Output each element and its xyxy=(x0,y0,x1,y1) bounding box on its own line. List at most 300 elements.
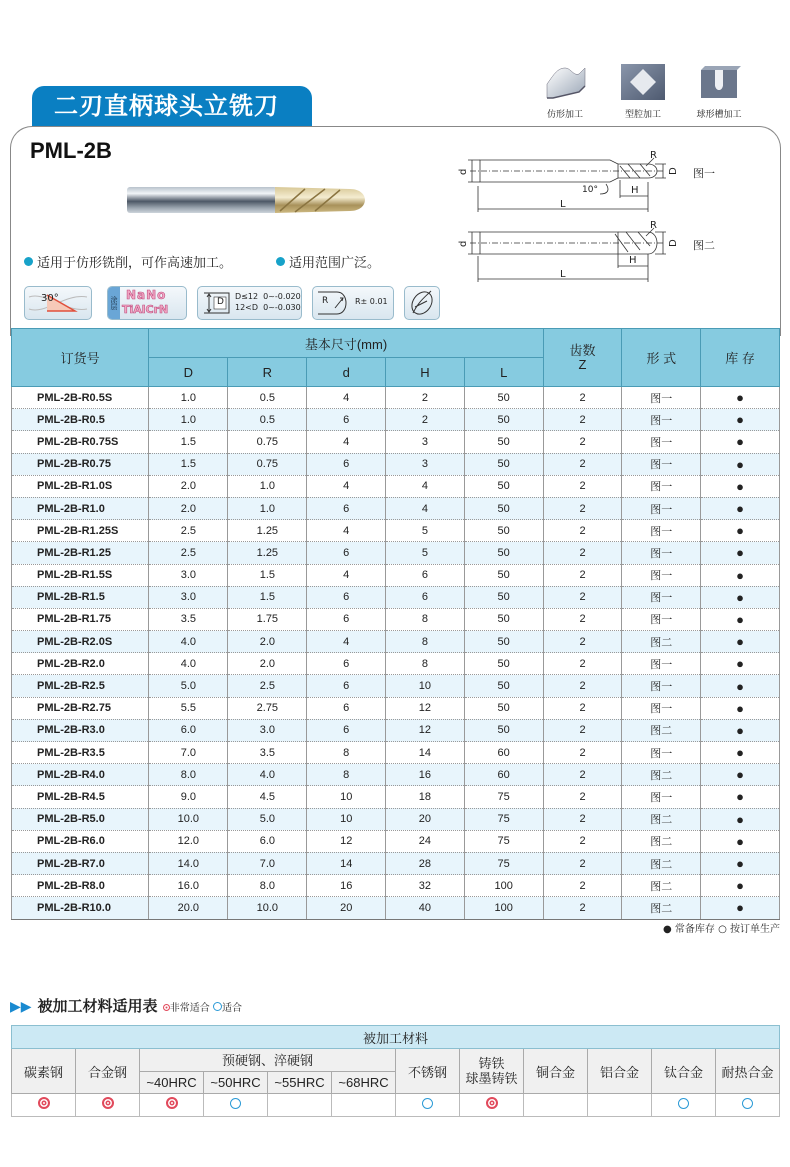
cavity-machining-icon xyxy=(621,64,665,100)
cell-stock: ● xyxy=(701,453,780,475)
cell-stock: ● xyxy=(701,608,780,630)
cell-d: 16 xyxy=(307,875,386,897)
dim-R-2: R xyxy=(650,220,657,231)
cell-flutes: 2 xyxy=(543,742,622,764)
table-row xyxy=(12,409,780,431)
cell-stock: ● xyxy=(701,852,780,874)
cell-flutes: 2 xyxy=(543,697,622,719)
cell-order-no: PML-2B-R5.0 xyxy=(12,808,149,830)
cell-stock: ● xyxy=(701,719,780,741)
table-row xyxy=(12,631,780,653)
cell-form: 图二 xyxy=(622,808,701,830)
cell-order-no: PML-2B-R1.5S xyxy=(12,564,149,586)
cell-d: 6 xyxy=(307,497,386,519)
cell-R: 0.75 xyxy=(228,431,307,453)
cell-flutes: 2 xyxy=(543,897,622,919)
cell-D: 3.0 xyxy=(149,586,228,608)
cell-flutes: 2 xyxy=(543,564,622,586)
cell-H: 4 xyxy=(386,497,465,519)
cell-D: 12.0 xyxy=(149,830,228,852)
cell-flutes: 2 xyxy=(543,764,622,786)
dim-d-2: d xyxy=(458,240,469,247)
cell-stock: ● xyxy=(701,564,780,586)
cell-form: 图一 xyxy=(622,475,701,497)
cell-H: 2 xyxy=(386,409,465,431)
cell-form: 图一 xyxy=(622,387,701,409)
material-col: 耐热合金 xyxy=(716,1049,780,1094)
cell-L: 75 xyxy=(464,786,543,808)
cell-order-no: PML-2B-R3.5 xyxy=(12,742,149,764)
cell-L: 50 xyxy=(464,697,543,719)
cell-D: 7.0 xyxy=(149,742,228,764)
header-order-no: 订货号 xyxy=(12,329,149,387)
cell-D: 3.5 xyxy=(149,608,228,630)
cell-L: 50 xyxy=(464,409,543,431)
cell-order-no: PML-2B-R3.0 xyxy=(12,719,149,741)
cell-order-no: PML-2B-R4.5 xyxy=(12,786,149,808)
cell-form: 图一 xyxy=(622,786,701,808)
cell-stock: ● xyxy=(701,808,780,830)
stock-legend: ● 常备库存 ○ 按订单生产 xyxy=(663,924,780,935)
table-row xyxy=(12,453,780,475)
cell-D: 8.0 xyxy=(149,764,228,786)
cell-stock: ● xyxy=(701,897,780,919)
cell-order-no: PML-2B-R0.75 xyxy=(12,453,149,475)
table-row xyxy=(12,497,780,519)
cell-d: 4 xyxy=(307,475,386,497)
feature-2: 适用范围广泛。 xyxy=(276,252,380,271)
cell-D: 20.0 xyxy=(149,897,228,919)
cell-flutes: 2 xyxy=(543,830,622,852)
cell-stock: ● xyxy=(701,875,780,897)
suitable-icon xyxy=(742,1098,753,1109)
material-col: 铜合金 xyxy=(524,1049,588,1094)
cell-form: 图一 xyxy=(622,697,701,719)
cell-d: 4 xyxy=(307,631,386,653)
dim-D-1: D xyxy=(668,167,679,175)
cell-form: 图一 xyxy=(622,431,701,453)
cell-R: 3.5 xyxy=(228,742,307,764)
cell-D: 2.0 xyxy=(149,497,228,519)
cell-flutes: 2 xyxy=(543,852,622,874)
suitability-cell xyxy=(396,1094,460,1117)
coating-badge: 涂层 NaNo TiAlCrN xyxy=(107,286,187,320)
cell-flutes: 2 xyxy=(543,675,622,697)
cell-D: 5.0 xyxy=(149,675,228,697)
cell-R: 10.0 xyxy=(228,897,307,919)
cell-flutes: 2 xyxy=(543,586,622,608)
suitability-cell xyxy=(588,1094,652,1117)
cell-H: 4 xyxy=(386,475,465,497)
suitability-cell xyxy=(140,1094,204,1117)
cell-R: 2.0 xyxy=(228,631,307,653)
cell-H: 24 xyxy=(386,830,465,852)
cell-form: 图一 xyxy=(622,453,701,475)
suitability-cell xyxy=(460,1094,524,1117)
dim-L-1: L xyxy=(560,199,566,210)
cell-form: 图一 xyxy=(622,586,701,608)
application-profile xyxy=(530,64,600,120)
cell-order-no: PML-2B-R2.75 xyxy=(12,697,149,719)
table-row xyxy=(12,808,780,830)
table-row xyxy=(12,564,780,586)
cell-L: 50 xyxy=(464,453,543,475)
cell-H: 3 xyxy=(386,431,465,453)
header-flutes: 齿数 Z xyxy=(543,329,622,387)
cell-L: 60 xyxy=(464,764,543,786)
cell-flutes: 2 xyxy=(543,453,622,475)
material-col-cast-iron: 铸铁 球墨铸铁 xyxy=(460,1049,524,1094)
cell-order-no: PML-2B-R10.0 xyxy=(12,897,149,919)
cell-flutes: 2 xyxy=(543,520,622,542)
cell-form: 图一 xyxy=(622,675,701,697)
dim-R-1: R xyxy=(650,150,657,161)
cell-order-no: PML-2B-R1.5 xyxy=(12,586,149,608)
table-row xyxy=(12,742,780,764)
application-ball-groove xyxy=(684,64,754,120)
cell-d: 12 xyxy=(307,830,386,852)
suitability-cell xyxy=(76,1094,140,1117)
table-row xyxy=(12,431,780,453)
cell-D: 1.5 xyxy=(149,431,228,453)
application-label: 仿形加工 xyxy=(546,110,583,120)
table-row xyxy=(12,719,780,741)
very-suitable-icon xyxy=(486,1097,498,1109)
cell-R: 2.75 xyxy=(228,697,307,719)
cell-form: 图一 xyxy=(622,653,701,675)
cell-d: 6 xyxy=(307,542,386,564)
cell-L: 50 xyxy=(464,675,543,697)
cell-stock: ● xyxy=(701,764,780,786)
cell-H: 6 xyxy=(386,586,465,608)
dim-d-1: d xyxy=(458,168,469,175)
cell-stock: ● xyxy=(701,542,780,564)
suitable-icon xyxy=(213,1002,222,1011)
cell-D: 1.0 xyxy=(149,409,228,431)
table-row xyxy=(12,653,780,675)
suitability-cell xyxy=(716,1094,780,1117)
cell-D: 4.0 xyxy=(149,653,228,675)
cell-stock: ● xyxy=(701,631,780,653)
cell-d: 20 xyxy=(307,897,386,919)
cell-H: 28 xyxy=(386,852,465,874)
cell-H: 18 xyxy=(386,786,465,808)
cell-L: 75 xyxy=(464,852,543,874)
cell-R: 6.0 xyxy=(228,830,307,852)
cell-L: 50 xyxy=(464,631,543,653)
cell-H: 8 xyxy=(386,608,465,630)
diameter-tolerance-badge: D D≤12 0~-0.020 12<D 0~-0.030 xyxy=(197,286,302,320)
dim-L-2: L xyxy=(560,269,566,280)
table-row xyxy=(12,786,780,808)
cell-H: 12 xyxy=(386,719,465,741)
cell-stock: ● xyxy=(701,786,780,808)
materials-section-title: ▶▶ 被加工材料适用表 非常适合 适合 xyxy=(10,997,242,1015)
cell-stock: ● xyxy=(701,497,780,519)
cell-order-no: PML-2B-R1.75 xyxy=(12,608,149,630)
cell-R: 7.0 xyxy=(228,852,307,874)
cell-order-no: PML-2B-R2.0 xyxy=(12,653,149,675)
cell-d: 6 xyxy=(307,675,386,697)
cell-flutes: 2 xyxy=(543,808,622,830)
cell-D: 2.5 xyxy=(149,542,228,564)
cell-form: 图二 xyxy=(622,897,701,919)
table-row xyxy=(12,475,780,497)
application-label: 球形槽加工 xyxy=(696,110,742,120)
table-row xyxy=(12,608,780,630)
materials-legend: 非常适合 适合 xyxy=(163,1003,242,1014)
cell-H: 8 xyxy=(386,631,465,653)
cell-flutes: 2 xyxy=(543,409,622,431)
cell-D: 14.0 xyxy=(149,852,228,874)
cell-L: 100 xyxy=(464,875,543,897)
cell-d: 8 xyxy=(307,742,386,764)
cell-L: 100 xyxy=(464,897,543,919)
cell-stock: ● xyxy=(701,697,780,719)
cell-order-no: PML-2B-R1.0S xyxy=(12,475,149,497)
cell-H: 6 xyxy=(386,564,465,586)
cell-R: 0.5 xyxy=(228,387,307,409)
suitable-icon xyxy=(230,1098,241,1109)
cell-H: 2 xyxy=(386,387,465,409)
end-mill-photo xyxy=(125,183,370,217)
cell-form: 图二 xyxy=(622,875,701,897)
cell-L: 50 xyxy=(464,497,543,519)
very-suitable-icon xyxy=(38,1097,50,1109)
profile-machining-icon xyxy=(543,64,587,100)
cell-R: 1.5 xyxy=(228,564,307,586)
cell-H: 14 xyxy=(386,742,465,764)
table-row xyxy=(12,852,780,874)
cell-d: 6 xyxy=(307,409,386,431)
cell-D: 16.0 xyxy=(149,875,228,897)
cell-D: 5.5 xyxy=(149,697,228,719)
cell-order-no: PML-2B-R0.5S xyxy=(12,387,149,409)
table-row xyxy=(12,675,780,697)
cell-d: 6 xyxy=(307,697,386,719)
cell-R: 0.75 xyxy=(228,453,307,475)
cell-order-no: PML-2B-R2.0S xyxy=(12,631,149,653)
cell-R: 2.0 xyxy=(228,653,307,675)
table-row xyxy=(12,520,780,542)
double-arrow-icon: ▶▶ xyxy=(10,999,32,1015)
ball-groove-icon xyxy=(697,64,741,100)
header-L: L xyxy=(464,358,543,387)
header-H: H xyxy=(386,358,465,387)
cell-flutes: 2 xyxy=(543,497,622,519)
cell-stock: ● xyxy=(701,586,780,608)
cell-flutes: 2 xyxy=(543,631,622,653)
cell-stock: ● xyxy=(701,409,780,431)
very-suitable-icon xyxy=(163,1004,170,1011)
material-col: 钛合金 xyxy=(652,1049,716,1094)
cell-form: 图一 xyxy=(622,564,701,586)
cell-form: 图一 xyxy=(622,608,701,630)
cell-L: 75 xyxy=(464,830,543,852)
cell-flutes: 2 xyxy=(543,875,622,897)
suitable-icon xyxy=(422,1098,433,1109)
cell-R: 5.0 xyxy=(228,808,307,830)
cell-flutes: 2 xyxy=(543,608,622,630)
cell-H: 40 xyxy=(386,897,465,919)
radius-tolerance-badge: R R± 0.01 xyxy=(312,286,394,320)
cell-D: 9.0 xyxy=(149,786,228,808)
material-col: ~55HRC xyxy=(268,1071,332,1094)
table-row xyxy=(12,830,780,852)
cell-order-no: PML-2B-R8.0 xyxy=(12,875,149,897)
cell-H: 32 xyxy=(386,875,465,897)
header-basic-size: 基本尺寸(mm) xyxy=(149,329,543,358)
table-row xyxy=(12,542,780,564)
header-D: D xyxy=(149,358,228,387)
cell-d: 4 xyxy=(307,431,386,453)
cell-L: 75 xyxy=(464,808,543,830)
cell-H: 5 xyxy=(386,520,465,542)
table-row xyxy=(12,586,780,608)
bullet-dot-icon xyxy=(24,257,33,266)
materials-group-header: 被加工材料 xyxy=(12,1026,780,1049)
cell-form: 图二 xyxy=(622,764,701,786)
hardened-steel-header: 预硬钢、淬硬钢 xyxy=(140,1049,396,1072)
cell-d: 10 xyxy=(307,786,386,808)
application-cavity xyxy=(608,64,678,120)
cell-D: 1.5 xyxy=(149,453,228,475)
cell-L: 50 xyxy=(464,608,543,630)
cell-d: 10 xyxy=(307,808,386,830)
header-stock: 库 存 xyxy=(701,329,780,387)
cell-L: 50 xyxy=(464,431,543,453)
cell-d: 6 xyxy=(307,608,386,630)
cell-stock: ● xyxy=(701,520,780,542)
cell-stock: ● xyxy=(701,387,780,409)
cell-order-no: PML-2B-R7.0 xyxy=(12,852,149,874)
cell-R: 1.5 xyxy=(228,586,307,608)
cell-form: 图一 xyxy=(622,497,701,519)
cell-d: 4 xyxy=(307,564,386,586)
cell-stock: ● xyxy=(701,675,780,697)
cell-form: 图二 xyxy=(622,631,701,653)
cell-R: 1.75 xyxy=(228,608,307,630)
cell-L: 50 xyxy=(464,475,543,497)
dim-angle: 10° xyxy=(582,185,598,195)
cell-stock: ● xyxy=(701,653,780,675)
cell-R: 1.0 xyxy=(228,475,307,497)
suitability-cell xyxy=(12,1094,76,1117)
cell-order-no: PML-2B-R1.25S xyxy=(12,520,149,542)
table-row xyxy=(12,875,780,897)
table-row xyxy=(12,387,780,409)
cell-L: 50 xyxy=(464,542,543,564)
suitability-cell xyxy=(204,1094,268,1117)
cell-order-no: PML-2B-R1.25 xyxy=(12,542,149,564)
cell-H: 16 xyxy=(386,764,465,786)
cell-form: 图一 xyxy=(622,542,701,564)
cell-R: 4.5 xyxy=(228,786,307,808)
cell-H: 5 xyxy=(386,542,465,564)
dim-D-2: D xyxy=(668,239,679,247)
material-col: 碳素钢 xyxy=(12,1049,76,1094)
ball-nose-icon xyxy=(405,287,439,319)
cell-d: 6 xyxy=(307,586,386,608)
spec-table xyxy=(11,328,780,920)
cell-order-no: PML-2B-R4.0 xyxy=(12,764,149,786)
cell-d: 4 xyxy=(307,520,386,542)
suitability-cell xyxy=(524,1094,588,1117)
cell-R: 0.5 xyxy=(228,409,307,431)
cell-D: 2.5 xyxy=(149,520,228,542)
cell-H: 10 xyxy=(386,675,465,697)
cell-d: 6 xyxy=(307,653,386,675)
material-col: ~50HRC xyxy=(204,1071,268,1094)
cell-L: 50 xyxy=(464,586,543,608)
suitability-cell xyxy=(268,1094,332,1117)
cell-H: 3 xyxy=(386,453,465,475)
cell-D: 6.0 xyxy=(149,719,228,741)
cell-flutes: 2 xyxy=(543,653,622,675)
cell-R: 1.0 xyxy=(228,497,307,519)
cell-d: 14 xyxy=(307,852,386,874)
cell-flutes: 2 xyxy=(543,431,622,453)
material-col: ~40HRC xyxy=(140,1071,204,1094)
cell-d: 4 xyxy=(307,387,386,409)
cell-D: 1.0 xyxy=(149,387,228,409)
cell-d: 6 xyxy=(307,453,386,475)
table-row xyxy=(12,764,780,786)
cell-form: 图一 xyxy=(622,520,701,542)
feature-1: 适用于仿形铣削，可作高速加工。 xyxy=(24,252,232,271)
cell-R: 2.5 xyxy=(228,675,307,697)
cell-H: 20 xyxy=(386,808,465,830)
application-icons xyxy=(530,64,790,120)
header-R: R xyxy=(228,358,307,387)
header-d: d xyxy=(307,358,386,387)
cell-flutes: 2 xyxy=(543,542,622,564)
cell-D: 3.0 xyxy=(149,564,228,586)
cell-L: 50 xyxy=(464,719,543,741)
cell-order-no: PML-2B-R1.0 xyxy=(12,497,149,519)
figure-1-label: 图一 xyxy=(693,167,715,180)
cell-order-no: PML-2B-R2.5 xyxy=(12,675,149,697)
table-row xyxy=(12,697,780,719)
suitable-icon xyxy=(678,1098,689,1109)
cell-order-no: PML-2B-R0.75S xyxy=(12,431,149,453)
ball-nose-badge xyxy=(404,286,440,320)
cell-form: 图一 xyxy=(622,409,701,431)
material-col: 合金钢 xyxy=(76,1049,140,1094)
material-col: ~68HRC xyxy=(332,1071,396,1094)
cell-D: 4.0 xyxy=(149,631,228,653)
cell-R: 8.0 xyxy=(228,875,307,897)
cell-H: 8 xyxy=(386,653,465,675)
cell-R: 3.0 xyxy=(228,719,307,741)
very-suitable-icon xyxy=(102,1097,114,1109)
very-suitable-icon xyxy=(166,1097,178,1109)
helix-angle-badge: 30° xyxy=(24,286,92,320)
figure-2-label: 图二 xyxy=(693,239,715,252)
cell-L: 50 xyxy=(464,564,543,586)
cell-H: 12 xyxy=(386,697,465,719)
cell-order-no: PML-2B-R0.5 xyxy=(12,409,149,431)
suitability-cell xyxy=(652,1094,716,1117)
cell-flutes: 2 xyxy=(543,387,622,409)
application-label: 型腔加工 xyxy=(624,110,661,120)
cell-L: 50 xyxy=(464,653,543,675)
cell-D: 10.0 xyxy=(149,808,228,830)
table-row xyxy=(12,897,780,919)
cell-d: 8 xyxy=(307,764,386,786)
dim-H-1: H xyxy=(631,185,639,196)
cell-L: 60 xyxy=(464,742,543,764)
